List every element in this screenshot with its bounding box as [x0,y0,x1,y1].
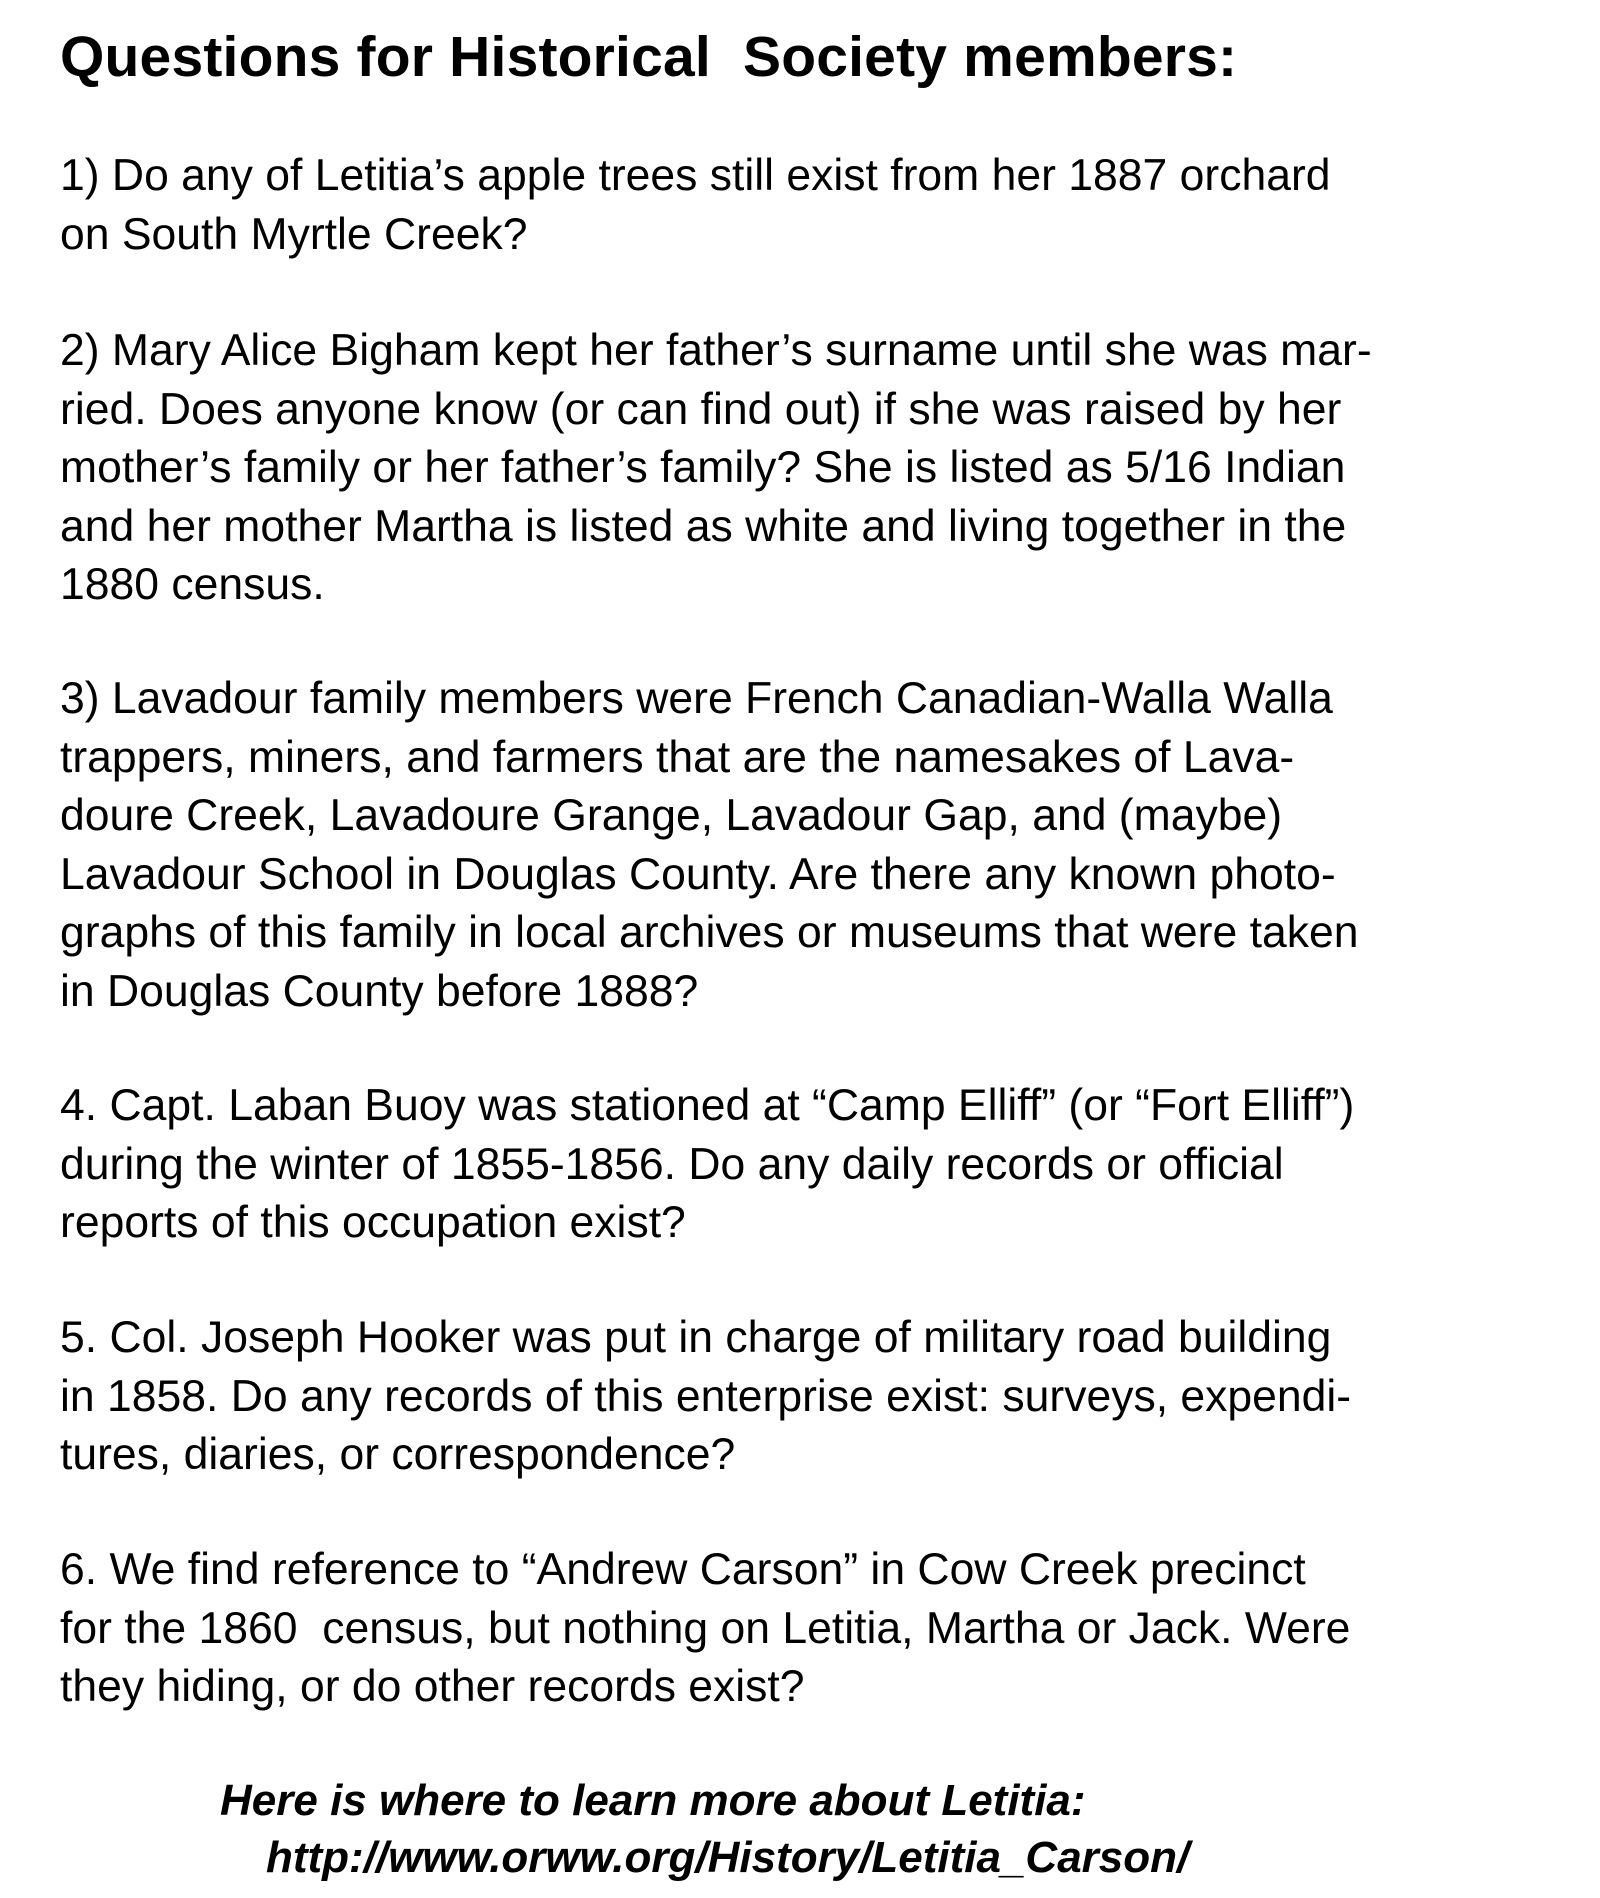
footer-intro: Here is where to learn more about Letitia: [220,1776,1086,1825]
question-line: on South Myrtle Creek? [60,209,528,259]
question-line: they hiding, or do other records exist? [60,1662,805,1711]
question-2 [60,322,1500,615]
question-line: Lavadour School in Douglas County. Are there any known photo- [60,849,1336,899]
question-line: tures, diaries, or correspondence? [60,1430,736,1479]
footer-note [0,1772,1600,1888]
question-line: for the 1860 census, but nothing on Letitia, Martha or Jack. Were [60,1603,1351,1653]
question-line: in 1858. Do any records of this enterprise exist: surveys, expendi- [60,1371,1352,1421]
question-line: mother’s family or her father’s family? She is listed as 5/16 Indian [60,443,1346,492]
question-line: during the winter of 1855-1856. Do any daily records or official [60,1139,1284,1189]
question-line: ried. Does anyone know (or can find out) if she was raised by her [60,384,1342,434]
question-3 [60,670,1500,1021]
question-5 [60,1309,1500,1485]
question-6 [60,1541,1500,1717]
question-line: and her mother Martha is listed as white and living together in the [60,501,1347,551]
question-line: 6. We find reference to “Andrew Carson” in Cow Creek precinct [60,1545,1306,1594]
question-line: 1) Do any of Letitia’s apple trees still exist from her 1887 orchard [60,151,1331,200]
question-1 [60,147,1500,264]
question-line: trappers, miners, and farmers that are the namesakes of Lava- [60,732,1295,782]
question-line: doure Creek, Lavadoure Grange, Lavadour Gap, and (maybe) [60,791,1283,840]
question-line: 1880 census. [60,560,325,609]
question-line: graphs of this family in local archives or museums that were taken [60,908,1359,957]
question-line: 5. Col. Joseph Hooker was put in charge of military road building [60,1313,1332,1362]
question-line: 3) Lavadour family members were French Canadian-Walla Walla [60,674,1333,723]
question-line: 4. Capt. Laban Buoy was stationed at “Camp Elliff” (or “Fort Elliff”) [60,1081,1355,1130]
question-4 [60,1077,1500,1253]
page-title: Questions for Historical Society members: [60,25,1238,89]
question-line: in Douglas County before 1888? [60,966,699,1016]
question-line: 2) Mary Alice Bigham kept her father’s surname until she was mar- [60,326,1372,375]
footer-url-link[interactable]: http://www.orww.org/History/Letitia_Carson/ [266,1833,1190,1882]
question-line: reports of this occupation exist? [60,1198,686,1247]
